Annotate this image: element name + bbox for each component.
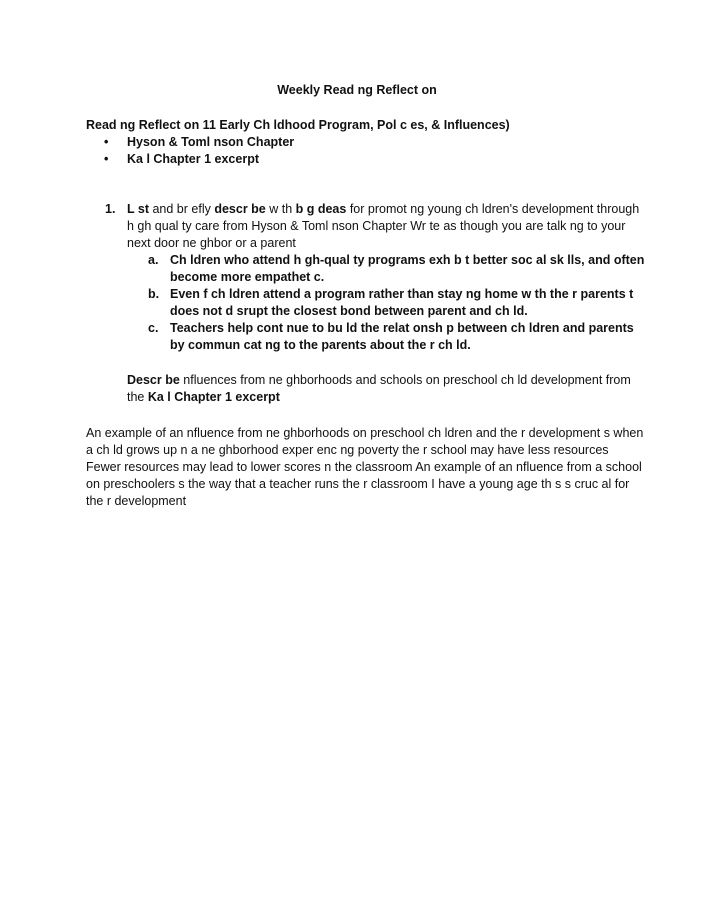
list-item xyxy=(86,151,646,168)
answer-letter: c. xyxy=(148,321,159,335)
answer-text: Even f ch ldren attend a program rather than stay ng home w th the r parents t does not d srupt the closest bond between parent and ch ld. xyxy=(170,287,634,318)
section-heading: Read ng Reflect on 11 Early Ch ldhood Program, Pol c es, & Influences) xyxy=(86,118,510,132)
question-text-part: and br efly xyxy=(149,202,215,216)
answer-text: Teachers help cont nue to bu ld the relat onsh p between ch ldren and parents by commun cat ng to the parents about the r ch ld. xyxy=(170,321,634,352)
question-text xyxy=(127,201,646,252)
list-item-label: Hyson & Toml nson Chapter xyxy=(127,135,295,149)
answer-letter: b. xyxy=(148,287,160,301)
question-number: 1. xyxy=(105,202,116,216)
prompt-text: nfluences from ne ghborhoods and schools on preschool ch ld development from the xyxy=(127,373,631,404)
answer-item xyxy=(148,252,648,286)
answer-item xyxy=(148,320,648,354)
response-paragraph: An example of an nfluence from ne ghborhoods on preschool ch ldren and the r development s when a ch ld grows up n a ne ghborhood exper enc ng poverty the r school may have less resources Fewer resources may lead to lower scores n the classroom An example of an nfluence from a school on preschoolers s the way that a teacher runs the r classroom I have a young age th s s cruc al for the r development xyxy=(86,426,644,508)
list-item-label: Ka l Chapter 1 excerpt xyxy=(127,152,259,166)
bullet-icon: • xyxy=(104,152,109,166)
document-title: Weekly Read ng Reflect on xyxy=(277,83,437,97)
question-keyword: descr be xyxy=(214,202,266,216)
prompt-keyword: Descr be xyxy=(127,373,180,387)
list-item xyxy=(86,134,646,151)
answer-text: Ch ldren who attend h gh-qual ty programs exh b t better soc al sk lls, and often become more empathet c. xyxy=(170,253,645,284)
bullet-icon: • xyxy=(104,135,109,149)
question-keyword: L st xyxy=(127,202,149,216)
question-1 xyxy=(86,201,646,354)
question-text-part: w th xyxy=(265,202,296,216)
describe-prompt xyxy=(127,372,647,406)
question-text-part: for promot ng young ch ldren's development through h gh qual ty care from Hyson & Toml nson Chapter Wr te as though you are talk ng to your next door ne ghbor or a parent xyxy=(127,202,640,250)
answer-letter: a. xyxy=(148,253,159,267)
answer-item xyxy=(148,286,648,320)
answer-list xyxy=(148,252,648,354)
prompt-source: Ka l Chapter 1 excerpt xyxy=(147,390,280,404)
reading-list xyxy=(86,134,646,168)
question-keyword: b g deas xyxy=(295,202,347,216)
